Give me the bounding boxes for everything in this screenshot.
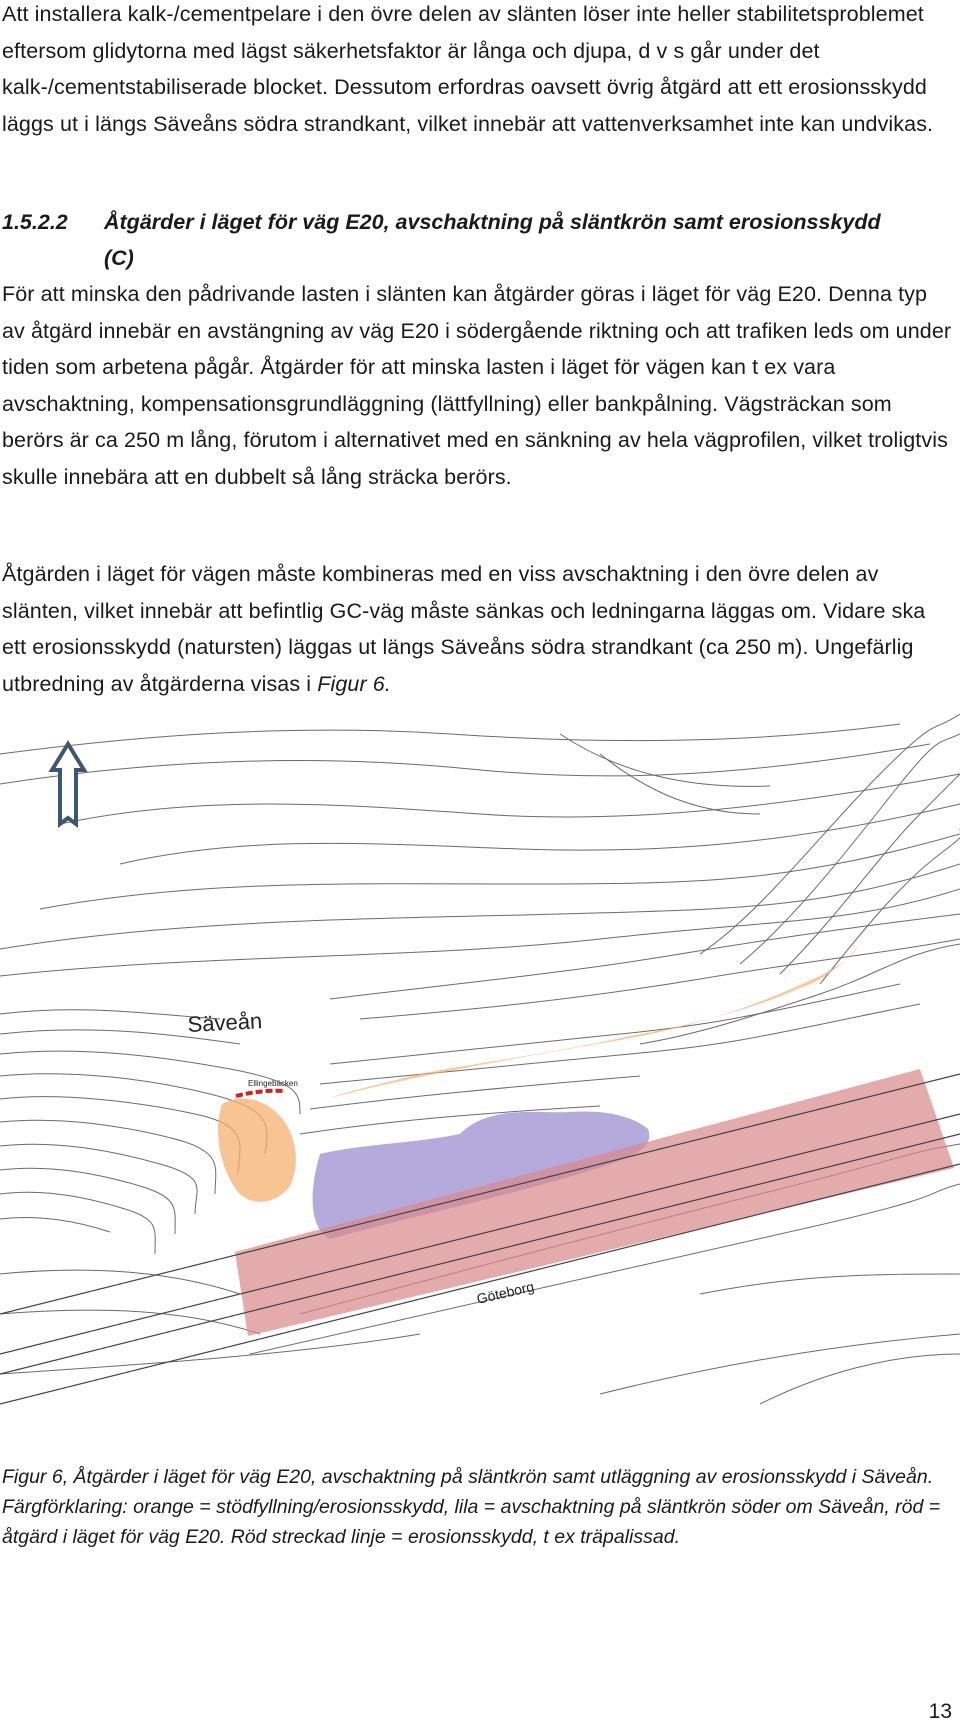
stream-label: Ellingebäcken [248, 1079, 298, 1088]
body-paragraph-1: För att minska den pådrivande lasten i slänten kan åtgärder göras i läget för väg E20. Denna typ av åtgärd innebär en avstängning av väg E20 i södergående riktning och att trafiken leds om under tiden som arbetena pågår. Åtgärder för att minska lasten i läget för vägen kan t ex vara avschaktning, kompensationsgrundläggning (lättfyllning) eller bankpålning. Vägsträckan som berörs är ca 250 m lång, förutom i alternativet med en sänkning av hela vägprofilen, vilket troligtvis skulle innebära att en dubbelt så lång sträcka berörs. [2, 282, 952, 489]
body-paragraph-2 [2, 556, 952, 702]
figure-reference: Figur 6. [317, 671, 391, 696]
section-number: 1.5.2.2 [2, 210, 68, 234]
body-paragraph-2-text: Åtgärden i läget för vägen måste kombineras med en viss avschaktning i den övre delen av slänten, vilket innebär att befintlig GC-väg måste sänkas och ledningarna läggas om. Vidare ska ett erosionsskydd (natursten) läggas ut längs Säveåns södra strandkant (ca 250 m). Ungefärlig utbredning av åtgärderna visas i [2, 562, 926, 696]
road-label: Göteborg [475, 1278, 536, 1307]
section-title-line1: Åtgärder i läget för väg E20, avschaktning på släntkrön samt erosionsskydd [104, 210, 881, 234]
river-label: Säveån [186, 1008, 263, 1037]
site-map-figure [0, 714, 960, 1442]
section-heading [2, 204, 952, 276]
figure-caption: Figur 6, Åtgärder i läget för väg E20, avschaktning på släntkrön samt utläggning av erosionsskydd i Säveån. Färgförklaring: orange = stödfyllning/erosionsskydd, lila = avschaktning på släntkrön söder om Säveån, röd = åtgärd i läget för väg E20. Röd streckad linje = erosionsskydd, t ex träpalissad. [2, 1466, 941, 1548]
page-number: 13 [928, 1700, 952, 1723]
section-title-line2: (C) [104, 246, 134, 270]
intro-paragraph: Att installera kalk-/cementpelare i den övre delen av slänten löser inte heller stabilitetsproblemet eftersom glidytorna med lägst säkerhetsfaktor är långa och djupa, d v s går under det kalk-/cementstabiliserade blocket. Dessutom erfordras oavsett övrig åtgärd att ett erosionsskydd läggs ut i längs Säveåns södra strandkant, vilket innebär att vattenverksamhet inte kan undvikas. [2, 2, 934, 136]
site-map [0, 714, 960, 1442]
